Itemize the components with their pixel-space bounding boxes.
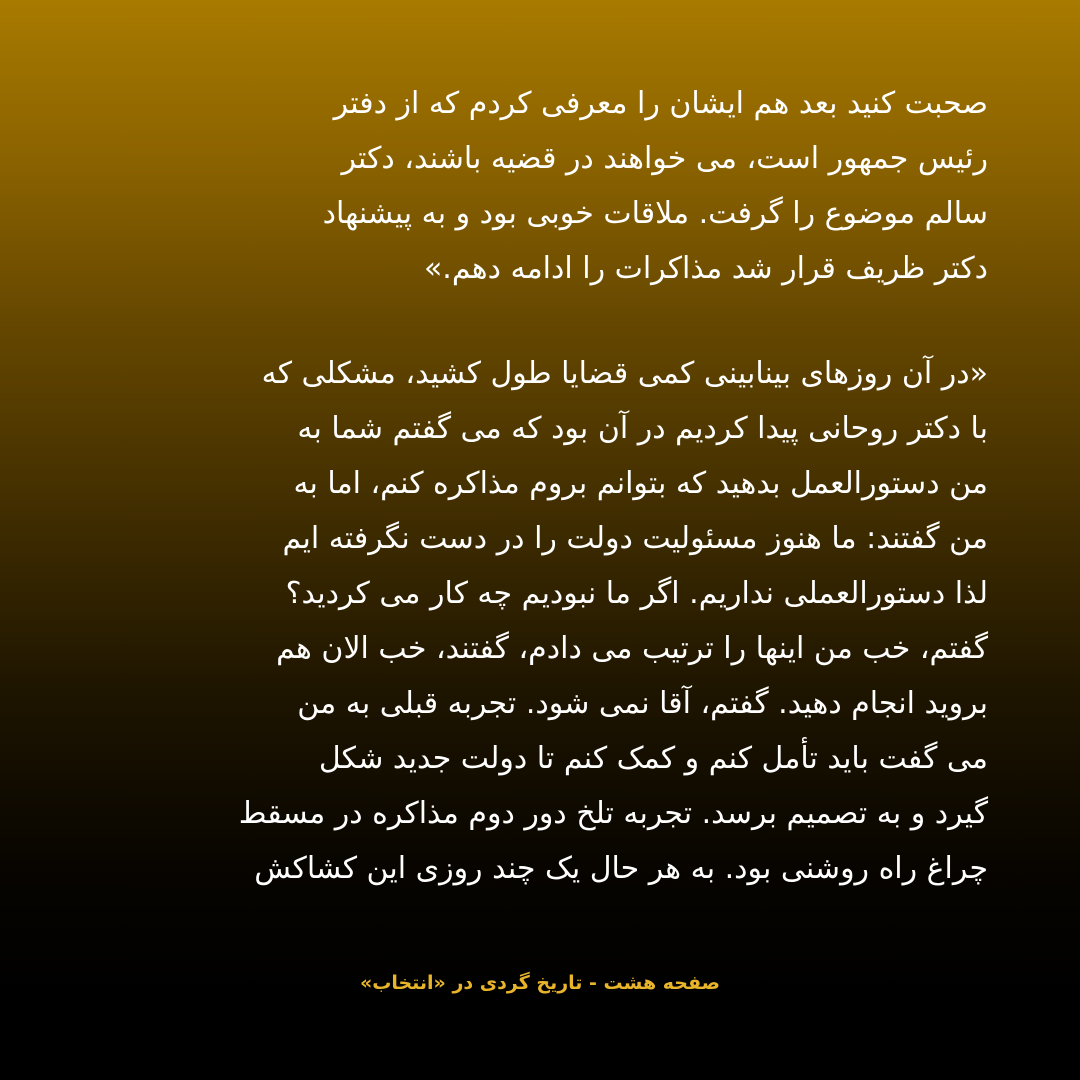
paragraph-2-line: لذا دستورالعملی نداریم. اگر ما نبودیم چه کار می کردید؟: [285, 576, 988, 611]
paragraph-1-line: صحبت کنید بعد هم ایشان را معرفی کردم که از دفتر: [333, 86, 988, 121]
page-footer-caption: صفحه هشت - تاریخ گردی در «انتخاب»: [359, 972, 721, 994]
paragraph-2-line: گفتم، خب من اینها را ترتیب می دادم، گفتند، خب الان هم: [276, 631, 988, 666]
paragraph-2-line: با دکتر روحانی پیدا کردیم در آن بود که می گفتم شما به: [297, 411, 988, 446]
paragraph-2-line: من گفتند: ما هنوز مسئولیت دولت را در دست نگرفته ایم: [282, 521, 988, 556]
paragraph-2-line: می گفت باید تأمل کنم و کمک کنم تا دولت جدید شکل: [318, 741, 988, 776]
paragraph-2-line: گیرد و به تصمیم برسد. تجربه تلخ دور دوم مذاکره در مسقط: [238, 796, 988, 831]
paragraph-1-line: رئیس جمهور است، می خواهند در قضیه باشند، دکتر: [341, 141, 988, 176]
paragraph-2-line: من دستورالعمل بدهید که بتوانم بروم مذاکره کنم، اما به: [293, 466, 988, 501]
paragraph-2-line: بروید انجام دهید. گفتم، آقا نمی شود. تجربه قبلی به من: [297, 686, 988, 721]
paragraph-1-line: سالم موضوع را گرفت. ملاقات خوبی بود و به پیشنهاد: [322, 196, 988, 231]
paragraph-2-line: چراغ راه روشنی بود. به هر حال یک چند روزی این کشاکش: [254, 851, 988, 886]
paragraph-1: [92, 76, 988, 296]
paragraph-2-line: «در آن روزهای بینابینی کمی قضایا طول کشید، مشکلی که: [261, 356, 988, 391]
paragraph-2: [92, 346, 988, 896]
paragraph-1-line: دکتر ظریف قرار شد مذاکرات را ادامه دهم.»: [423, 251, 988, 286]
